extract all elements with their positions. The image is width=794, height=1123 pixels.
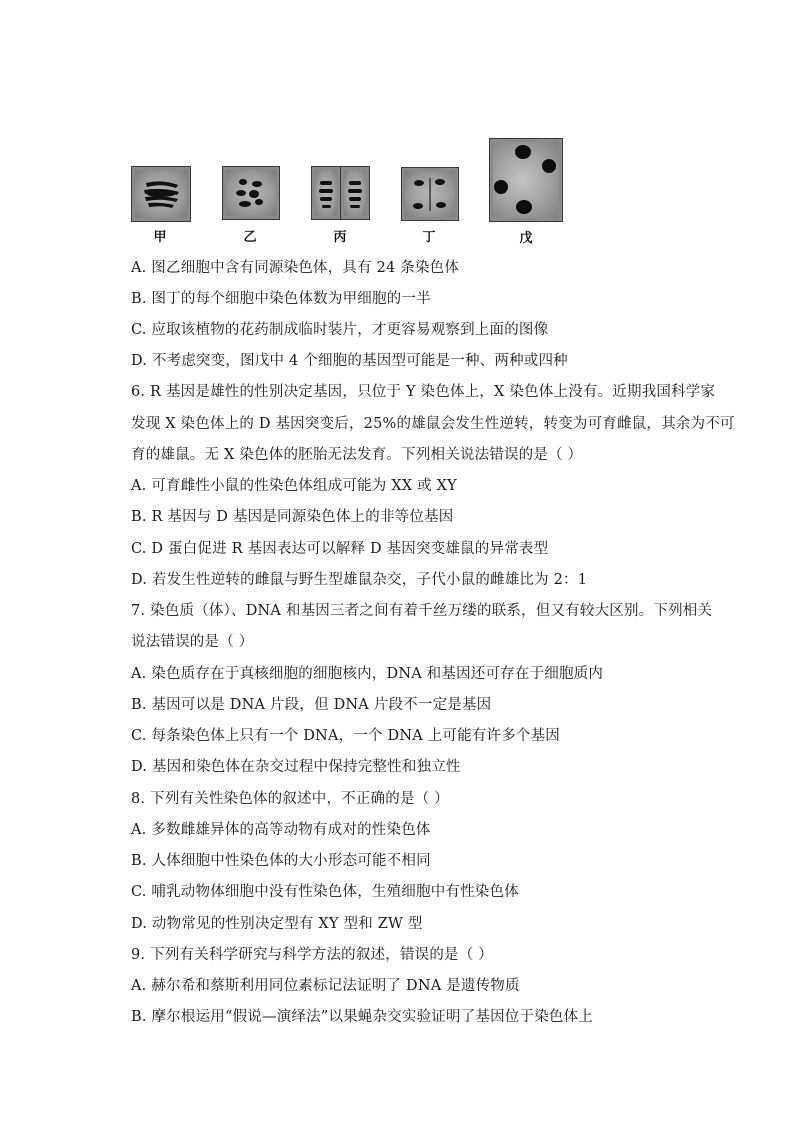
text-line: 育的雄鼠。无 X 染色体的胚胎无法发育。下列相关说法错误的是（ ）	[131, 447, 583, 463]
micrograph-yi	[222, 166, 280, 220]
text-line: C. 每条染色体上只有一个 DNA，一个 DNA 上可能有许多个基因	[131, 728, 560, 744]
micrograph-bing-left	[311, 166, 341, 220]
figure-label-ding: 丁	[422, 230, 436, 245]
text-line: C. 应取该植物的花药制成临时装片，才更容易观察到上面的图像	[131, 322, 549, 338]
text-line: A. 赫尔希和蔡斯利用同位素标记法证明了 DNA 是遗传物质	[131, 978, 520, 994]
text-line: A. 图乙细胞中含有同源染色体，具有 24 条染色体	[131, 260, 460, 276]
text-line: B. 摩尔根运用“假说—演绎法”以果蝇杂交实验证明了基因位于染色体上	[131, 1009, 593, 1025]
text-line: B. 基因可以是 DNA 片段，但 DNA 片段不一定是基因	[131, 697, 492, 713]
text-line: B. 人体细胞中性染色体的大小形态可能不相同	[131, 853, 431, 869]
text-line: B. R 基因与 D 基因是同源染色体上的非等位基因	[131, 509, 454, 525]
micrograph-figure-panel	[0, 0, 794, 250]
figure-label-yi: 乙	[243, 230, 257, 245]
text-line: C. 哺乳动物体细胞中没有性染色体，生殖细胞中有性染色体	[131, 884, 519, 900]
text-line: B. 图丁的每个细胞中染色体数为甲细胞的一半	[131, 291, 431, 307]
micrograph-wu	[489, 138, 563, 222]
text-line: 8. 下列有关性染色体的叙述中，不正确的是（ ）	[131, 791, 449, 807]
text-line: A. 可育雌性小鼠的性染色体组成可能为 XX 或 XY	[131, 478, 457, 494]
text-line: D. 动物常见的性别决定型有 XY 型和 ZW 型	[131, 916, 423, 932]
micrograph-bing-right	[340, 166, 370, 220]
text-line: D. 不考虑突变，图戊中 4 个细胞的基因型可能是一种、两种或四种	[131, 353, 568, 369]
text-line: A. 多数雌雄异体的高等动物有成对的性染色体	[131, 822, 431, 838]
micrograph-jia	[131, 166, 191, 222]
text-line: 说法错误的是（ ）	[131, 634, 254, 650]
text-line: 6. R 基因是雄性的性别决定基因，只位于 Y 染色体上，X 染色体上没有。近期我国科学家	[131, 384, 716, 400]
text-line: 9. 下列有关科学研究与科学方法的叙述，错误的是（ ）	[131, 947, 493, 963]
text-line: A. 染色质存在于真核细胞的细胞核内，DNA 和基因还可存在于细胞质内	[131, 666, 604, 682]
micrograph-ding	[401, 167, 459, 221]
text-line: D. 若发生性逆转的雌鼠与野生型雄鼠杂交，子代小鼠的雌雄比为 2：1	[131, 572, 588, 588]
figure-label-wu: 戊	[519, 231, 533, 246]
text-line: C. D 蛋白促进 R 基因表达可以解释 D 基因突变雄鼠的异常表型	[131, 541, 549, 557]
figure-label-bing: 丙	[333, 230, 347, 245]
text-line: 7. 染色质（体）、DNA 和基因三者之间有着千丝万缕的联系，但又有较大区别。下列相关	[131, 603, 713, 619]
figure-label-jia: 甲	[153, 230, 167, 245]
text-line: 发现 X 染色体上的 D 基因突变后，25%的雄鼠会发生性逆转，转变为可育雌鼠，其余为不可	[131, 416, 735, 432]
text-line: D. 基因和染色体在杂交过程中保持完整性和独立性	[131, 759, 461, 775]
